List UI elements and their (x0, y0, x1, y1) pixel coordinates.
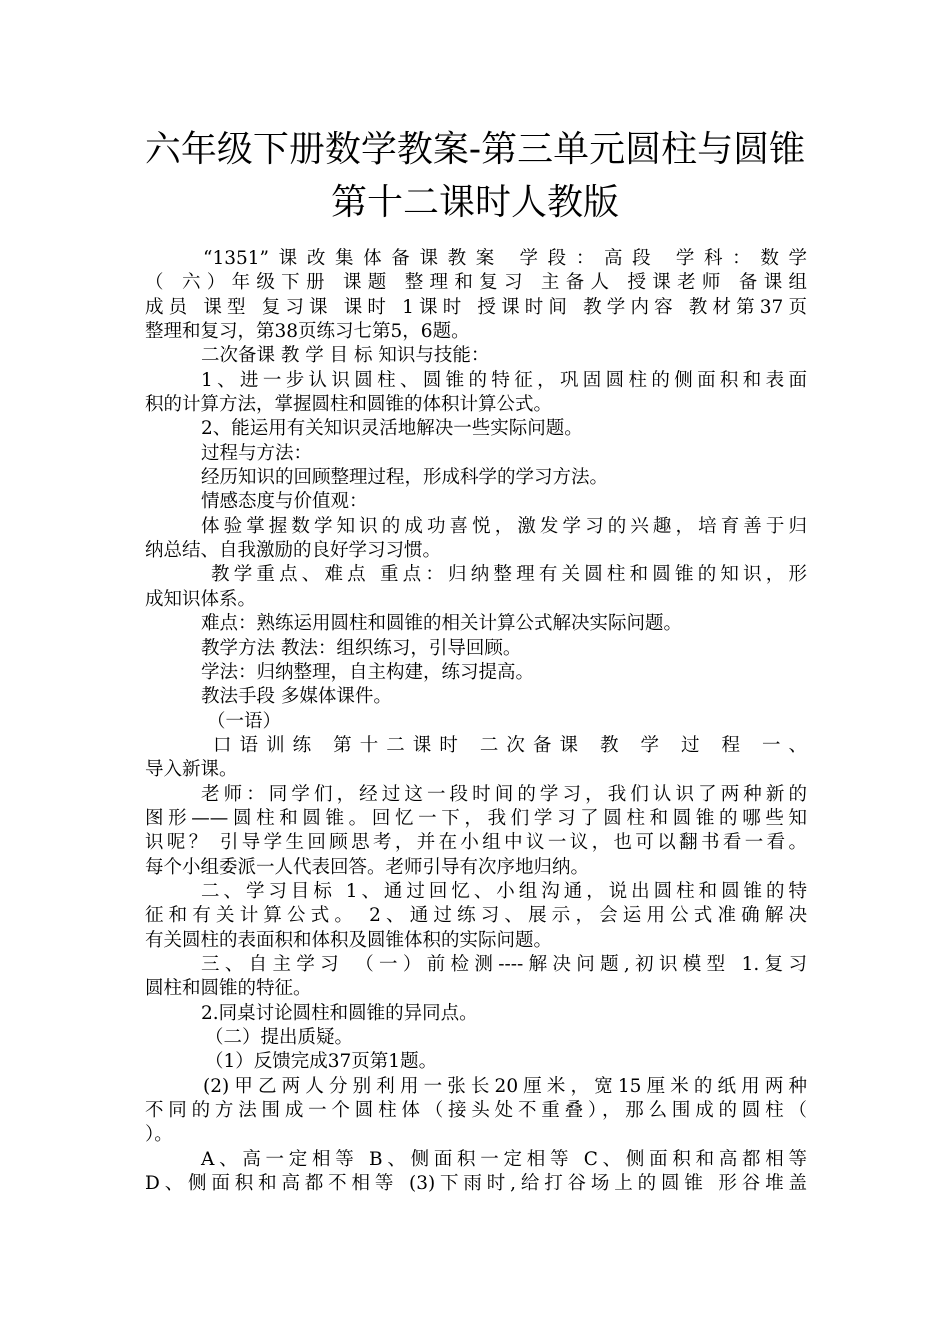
body-line: 每个小组委派一人代表回答。老师引导有次序地归纳。 (145, 856, 590, 878)
body-line: 口语训练 第十二课时 二次备课 教 学 过 程 一、 (213, 734, 807, 756)
body-line: A、高一定相等 B、侧面积一定相等 C、侧面积和高都相等 (201, 1148, 807, 1170)
body-line: 有关圆柱的表面积和体积及圆锥体积的实际问题。 (145, 929, 553, 951)
body-line: （1）反馈完成37页第1题。 (205, 1051, 438, 1073)
body-line: 经历知识的回顾整理过程，形成科学的学习方法。 (201, 467, 609, 489)
body-line: (2)甲乙两人分别利用一张长20厘米，宽15厘米的纸用两种 (203, 1075, 807, 1097)
body-line: 整理和复习，第38页练习七第5，6题。 (145, 321, 470, 343)
body-line: 三、自主学习 （一）前检测----解决问题,初识模型 1.复习 (201, 953, 807, 975)
body-line: 不同的方法围成一个圆柱体（接头处不重叠），那么围成的圆柱（ (145, 1100, 807, 1122)
document-title-line-2: 第十二课时人教版 (330, 182, 619, 223)
body-line: 老师：同学们，经过这一段时间的学习，我们认识了两种新的 (201, 783, 807, 805)
body-line: “1351”课改集体备课教案 学段：高段 学科：数学 (203, 248, 807, 269)
body-line: 难点：熟练运用圆柱和圆锥的相关计算公式解决实际问题。 (201, 613, 683, 635)
body-line: ）。 (145, 1124, 173, 1146)
body-line: 二次备课 教 学 目 标 知识与技能： (201, 345, 490, 367)
document-body (145, 247, 807, 1196)
body-line: 图形——圆柱和圆锥。回忆一下，我们学习了圆柱和圆锥的哪些知 (145, 807, 807, 829)
body-line: 2、能运用有关知识灵活地解决一些实际问题。 (201, 418, 583, 440)
body-line: 教学重点、难点 重点：归纳整理有关圆柱和圆锥的知识，形 (211, 564, 807, 586)
body-line: 积的计算方法，掌握圆柱和圆锥的体积计算公式。 (145, 394, 553, 416)
body-line: （一语） (207, 710, 282, 732)
body-line: 2.同桌讨论圆柱和圆锥的异同点。 (201, 1002, 478, 1024)
body-line: （二）提出质疑。 (205, 1027, 354, 1048)
body-line: 学法：归纳整理，自主构建，练习提高。 (201, 661, 535, 683)
body-line: 教法手段 多媒体课件。 (201, 686, 392, 708)
document-title-line-1: 六年级下册数学教案-第三单元圆柱与圆锥 (144, 129, 806, 170)
body-line: D、侧面积和高都不相等 (3)下雨时,给打谷场上的圆锥 形谷堆盖 (145, 1173, 807, 1195)
body-line: 识呢？ 引导学生回顾思考，并在小组中议一议，也可以翻书看一看。 (145, 832, 807, 854)
body-line: 成知识体系。 (145, 588, 257, 610)
body-line: 教学方法 教法：组织练习，引导回顾。 (201, 637, 522, 659)
body-line: 情感态度与价值观： (201, 491, 368, 513)
body-line: 二、学习目标 1、通过回忆、小组沟通，说出圆柱和圆锥的特 (201, 880, 807, 902)
body-line: 圆柱和圆锥的特征。 (145, 978, 312, 1000)
body-line: 过程与方法： (201, 442, 313, 464)
body-line: 导入新课。 (145, 759, 238, 781)
body-line: （ 六）年级下册 课题 整理和复习 主备人 授课老师 备课组 (145, 272, 807, 294)
body-line: 成员 课型 复习课 课时 1课时 授课时间 教学内容 教材第37页 (145, 296, 807, 318)
body-line: 纳总结、自我激励的良好学习习惯。 (145, 540, 442, 562)
body-line: 1、进一步认识圆柱、圆锥的特征，巩固圆柱的侧面积和表面 (201, 369, 807, 391)
body-line: 体验掌握数学知识的成功喜悦，激发学习的兴趣，培育善于归 (201, 515, 807, 537)
body-line: 征和有关计算公式。 2、通过练习、展示，会运用公式准确解决 (145, 905, 807, 927)
